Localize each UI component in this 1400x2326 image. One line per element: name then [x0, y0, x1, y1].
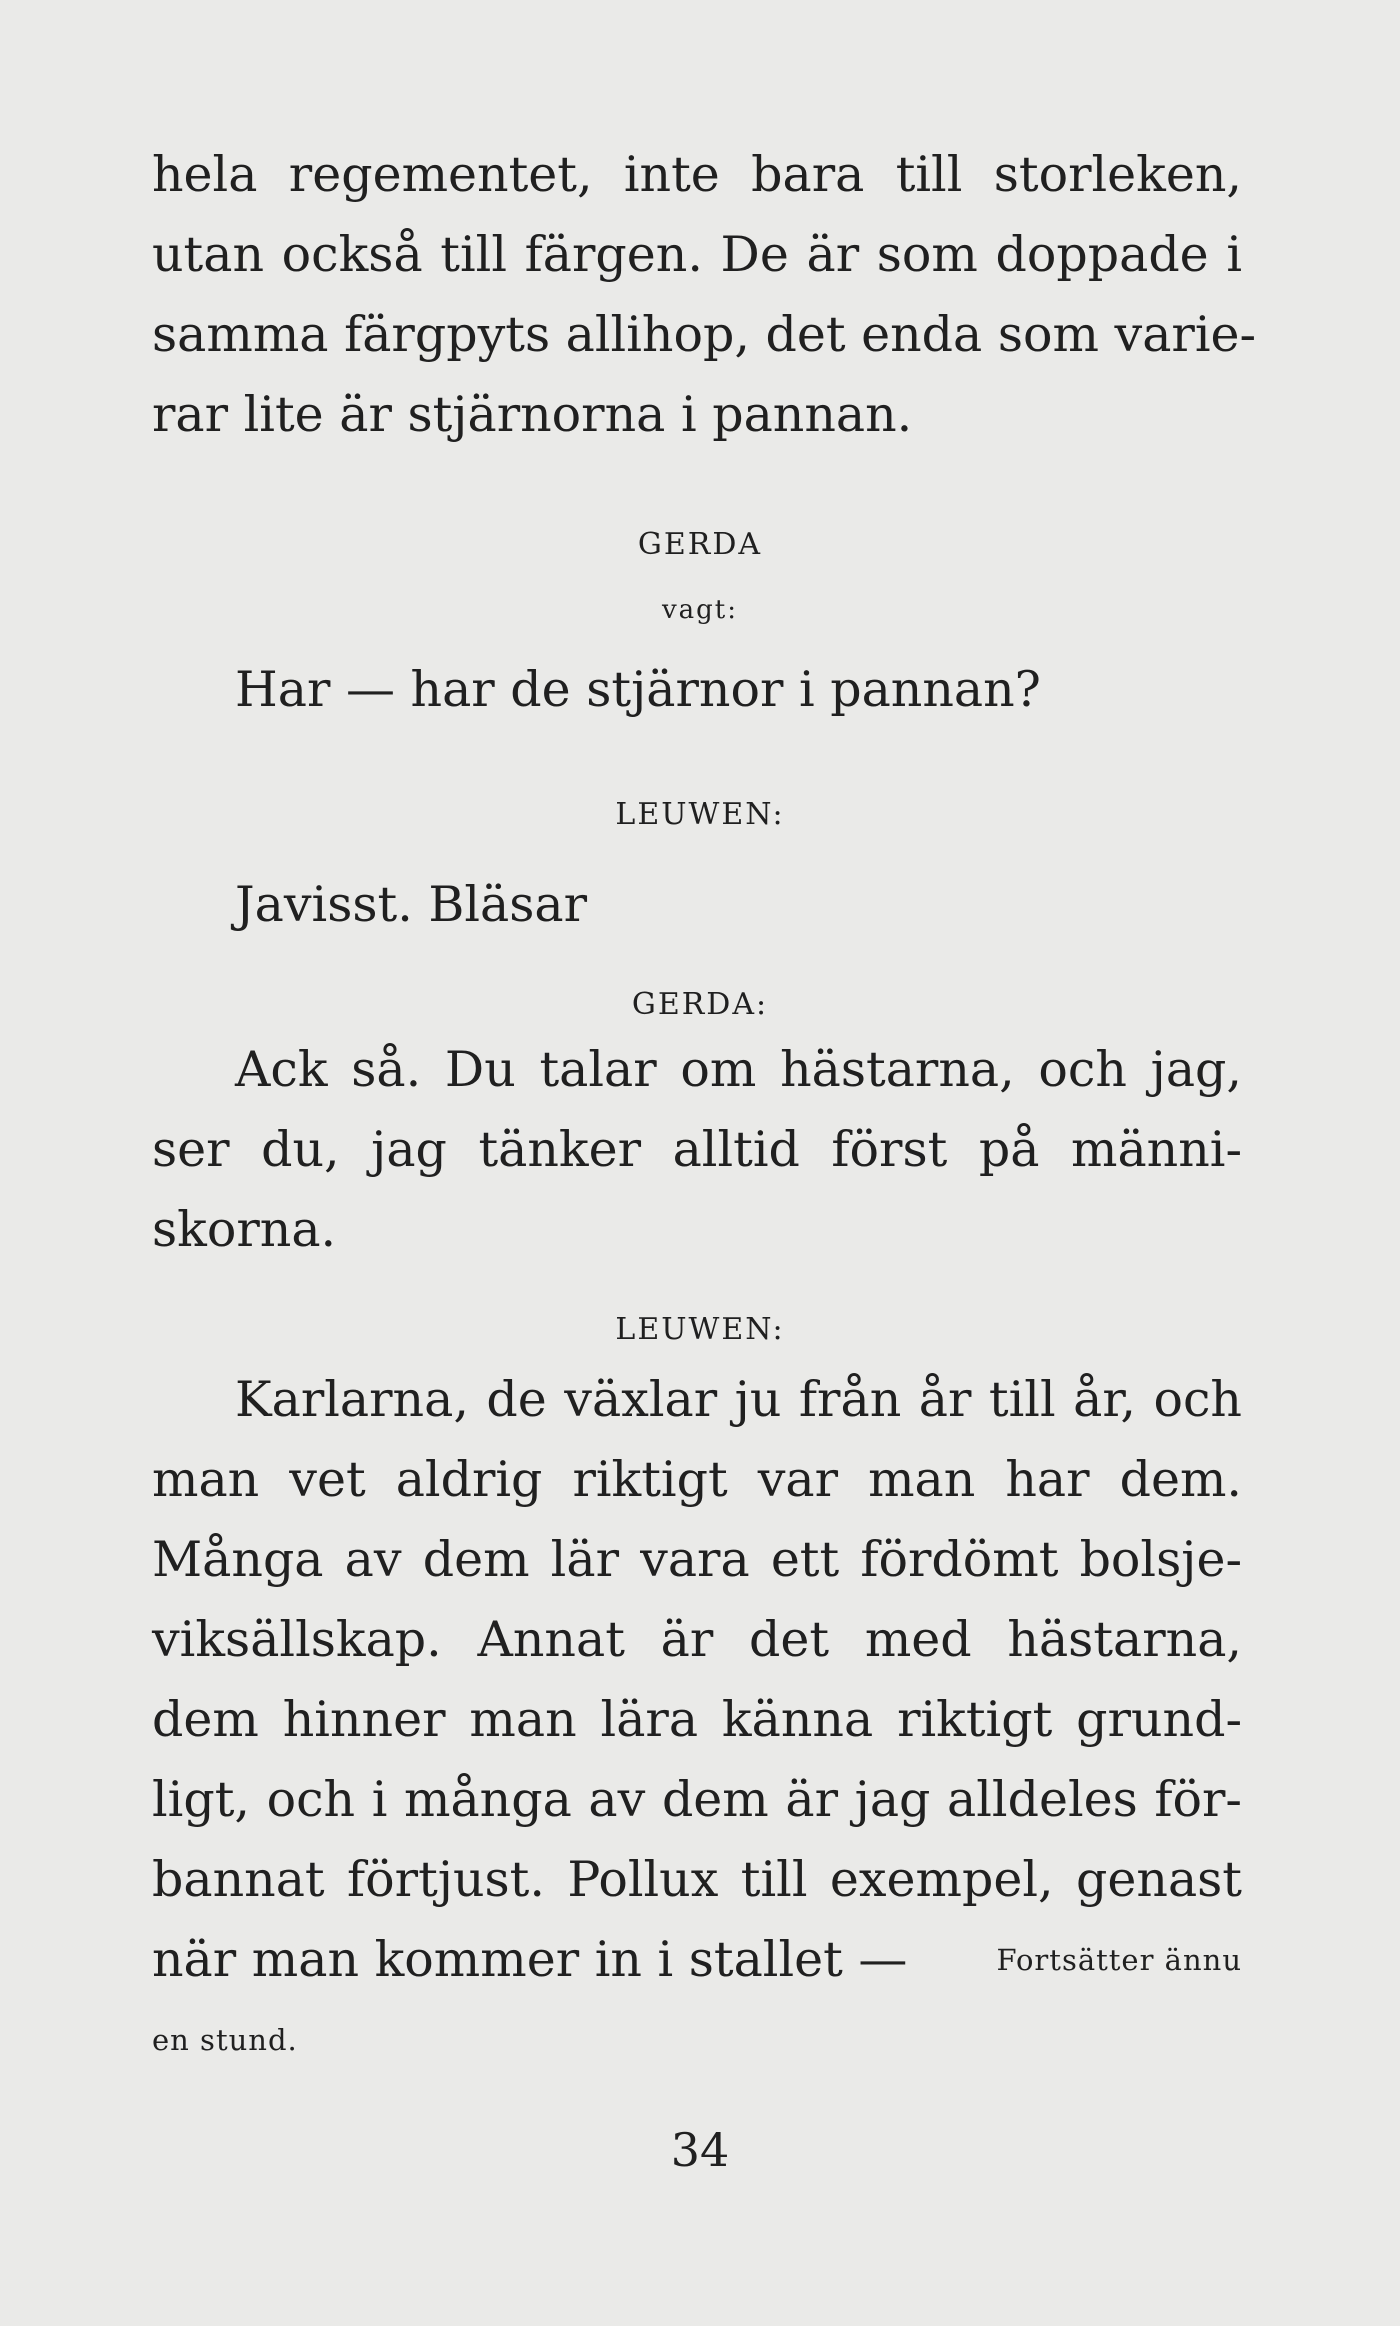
text-line: Ack så. Du talar om hästarna, och jag,	[235, 1041, 1242, 1098]
speaker-name: LEUWEN:	[615, 1312, 785, 1347]
text-line: rar lite är stjärnorna i pannan.	[152, 386, 913, 443]
text-line: dem hinner man lära känna riktigt grund-	[152, 1691, 1242, 1748]
text-line: samma färgpyts allihop, det enda som varie-	[152, 306, 1257, 363]
speaker-name: GERDA:	[631, 987, 769, 1022]
text-line	[152, 1920, 1242, 2000]
text-line: viksällskap. Annat är det med hästarna,	[152, 1611, 1242, 1668]
text-line: bannat förtjust. Pollux till exempel, genast	[152, 1851, 1242, 1908]
text-line: ser du, jag tänker alltid först på männi-	[152, 1121, 1242, 1178]
text-line: man vet aldrig riktigt var man har dem.	[152, 1451, 1242, 1508]
text-line: Många av dem lär vara ett fördömt bolsje-	[152, 1531, 1242, 1588]
stage-direction-inline: Fortsätter ännu	[996, 1943, 1242, 1977]
text-line: ligt, och i många av dem är jag alldeles för-	[152, 1771, 1242, 1828]
text-line: hela regementet, inte bara till storleken,	[152, 146, 1242, 203]
text-line: skorna.	[152, 1201, 337, 1258]
stage-direction-continued: en stund.	[152, 2023, 298, 2057]
text-line: Karlarna, de växlar ju från år till år, och	[235, 1371, 1242, 1428]
page-number: 34	[670, 2123, 730, 2177]
text-line-main: när man kommer in i stallet —	[152, 1931, 908, 1988]
text-line: Har — har de stjärnor i pannan?	[235, 661, 1041, 718]
speaker-name: GERDA	[637, 527, 763, 562]
speaker-name: LEUWEN:	[615, 797, 785, 832]
text-line: utan också till färgen. De är som doppade i	[152, 226, 1242, 283]
stage-direction: vagt:	[661, 595, 739, 625]
text-line: Javisst. Bläsar	[235, 876, 588, 933]
